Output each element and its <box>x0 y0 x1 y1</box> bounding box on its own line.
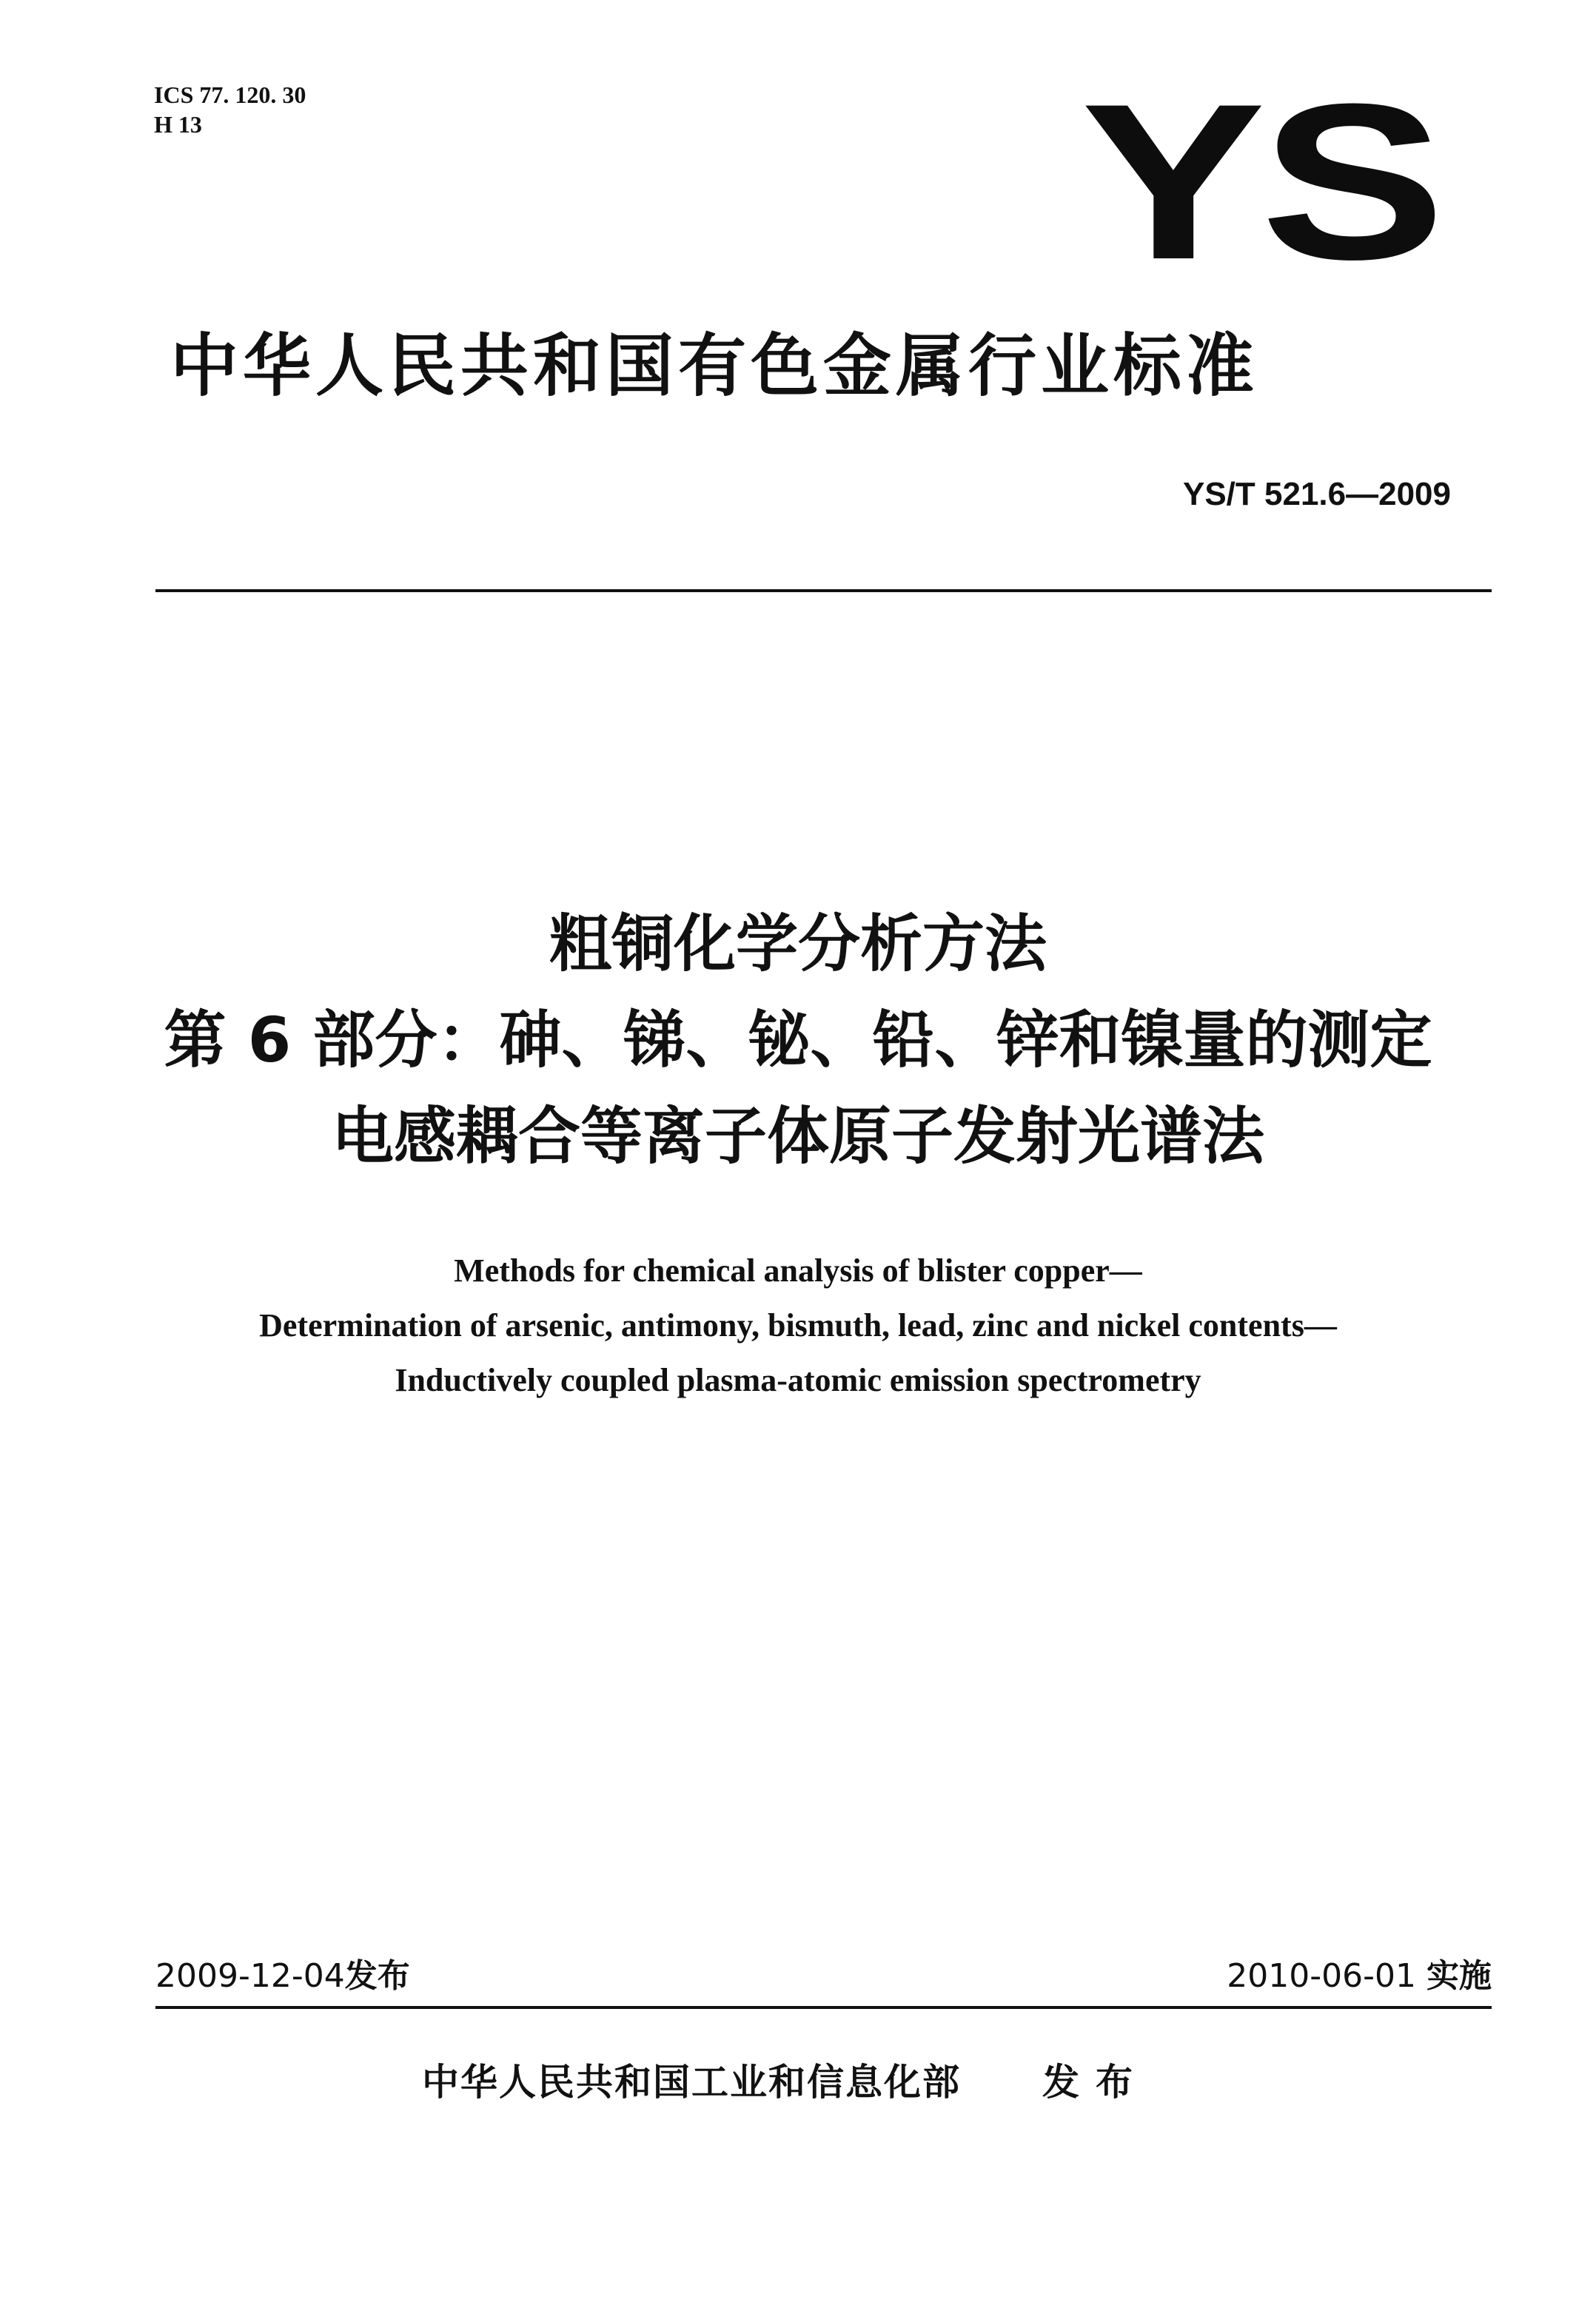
publisher-line <box>422 2058 1149 2107</box>
organization-title: 中华人民共和国有色金属行业标准 <box>170 326 1259 406</box>
english-title-line: Methods for chemical analysis of blister copper— <box>454 1252 1142 1289</box>
ics-code: ICS 77. 120. 30 <box>154 81 306 108</box>
english-title <box>74 1244 1522 1408</box>
classification-codes <box>154 80 306 139</box>
implement-date-block <box>1110 1956 1492 1997</box>
top-divider <box>155 589 1492 592</box>
implement-date: 2010-06-01 <box>1227 1957 1416 1995</box>
chinese-title <box>74 896 1522 1184</box>
chinese-title-line: 电感耦合等离子体原子发射光谱法 <box>331 1100 1264 1173</box>
issue-date-block <box>155 1956 410 1997</box>
implement-label: 实施 <box>1426 1957 1492 1995</box>
chinese-title-line: 粗铜化学分析方法 <box>549 908 1047 980</box>
issue-label: 发布 <box>344 1957 410 1995</box>
english-title-line: Inductively coupled plasma-atomic emission spectrometry <box>395 1362 1201 1398</box>
bottom-divider <box>155 2006 1492 2009</box>
ccs-code: H 13 <box>154 111 202 138</box>
issue-date: 2009-12-04 <box>155 1957 345 1995</box>
ys-logo: YS <box>1081 57 1441 306</box>
english-title-line: Determination of arsenic, antimony, bismuth, lead, zinc and nickel contents— <box>259 1307 1337 1343</box>
standard-number: YS/T 521.6—2009 <box>1182 476 1451 512</box>
publisher-organization: 中华人民共和国工业和信息化部 <box>422 2061 961 2104</box>
publisher-action: 发布 <box>1042 2061 1149 2104</box>
chinese-title-line: 第 6 部分：砷、锑、铋、铅、锌和镍量的测定 <box>164 1004 1432 1076</box>
